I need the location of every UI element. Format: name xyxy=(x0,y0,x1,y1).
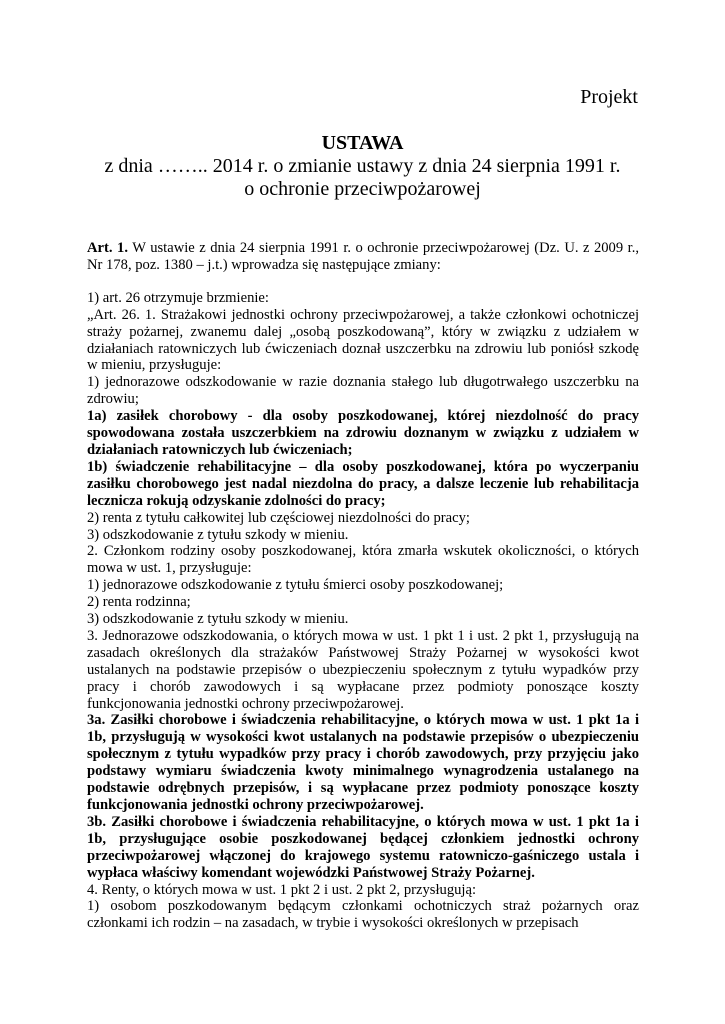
paragraph: 1) osobom poszkodowanym będącym członkami ochotniczych straż pożarnych oraz członkami ich rodzin – na zasadach, w trybie i wysokości określonych w przepisach xyxy=(87,898,639,932)
paragraph: 1) jednorazowe odszkodowanie z tytułu śmierci osoby poszkodowanej; xyxy=(87,577,504,594)
paragraph: 3) odszkodowanie z tytułu szkody w mieniu. xyxy=(87,611,349,628)
paragraph: 2. Członkom rodziny osoby poszkodowanej, która zmarła wskutek okoliczności, o których mowa w ust. 1, przysługuje: xyxy=(87,543,639,577)
paragraph: 3. Jednorazowe odszkodowania, o których mowa w ust. 1 pkt 1 i ust. 2 pkt 1, przysługują na zasadach określonych dla strażaków Państwowej Straży Pożarnej w wysokości kwot ustalanych na podstawie przepisów o ubezpieczeniu społecznym z tytułu wypadków przy pracy i chorób zawodowych i są wypłacane przez podmioty ponoszące koszty funkcjonowania jednostki ochrony przeciwpożarowej. xyxy=(87,627,639,712)
paragraph: 2) renta z tytułu całkowitej lub częściowej niezdolności do pracy; xyxy=(87,509,470,526)
article-26-paragraphs xyxy=(87,307,639,933)
article-1-text: W ustawie z dnia 24 sierpnia 1991 r. o ochronie przeciwpożarowej (Dz. U. z 2009 r., Nr 178, poz. 1380 – j.t.) wprowadza się następujące zmiany: xyxy=(87,240,639,273)
paragraph: „Art. 26. 1. Strażakowi jednostki ochrony przeciwpożarowej, a także członkowi ochotniczej straży pożarnej, zwanemu dalej „osobą poszkodowaną”, który w związku z udziałem w działaniach ratowniczych lub ćwiczeniach doznał uszczerbku na zdrowiu lub poniósł szkodę w mieniu, przysługuje: xyxy=(87,306,639,374)
paragraph: 1) jednorazowe odszkodowanie w razie doznania stałego lub długotrwałego uszczerbku na zdrowiu; xyxy=(87,374,639,408)
title-block xyxy=(0,132,725,201)
article-1-label: Art. 1. xyxy=(87,240,128,256)
paragraph: 1b) świadczenie rehabilitacyjne – dla osoby poszkodowanej, która po wyczerpaniu zasiłku chorobowego jest nadal niezdolna do pracy, a dalsze leczenie lub rehabilitacja lecznicza rokują odzyskanie zdolności do pracy; xyxy=(87,458,639,509)
paragraph: 4. Renty, o których mowa w ust. 1 pkt 2 i ust. 2 pkt 2, przysługują: xyxy=(87,881,476,898)
document-title: USTAWA xyxy=(321,132,404,154)
document-body xyxy=(87,240,639,932)
document-subtitle-line1: z dnia …….. 2014 r. o zmianie ustawy z dnia 24 sierpnia 1991 r. xyxy=(104,155,621,177)
paragraph: 3b. Zasiłki chorobowe i świadczenia rehabilitacyjne, o których mowa w ust. 1 pkt 1a i 1b, przysługujące osobie poszkodowanej będącej członkiem jednostki ochrony przeciwpożarowej włączonej do krajowego systemu ratowniczo-gaśniczego ustala i wypłaca właściwy komendant wojewódzki Państwowej Straży Pożarnej. xyxy=(87,813,639,881)
paragraph: 2) renta rodzinna; xyxy=(87,594,191,611)
document-subtitle-line2: o ochronie przeciwpożarowej xyxy=(244,178,481,200)
paragraph: 3) odszkodowanie z tytułu szkody w mieniu. xyxy=(87,526,349,543)
article-1 xyxy=(87,240,639,274)
paragraph: 3a. Zasiłki chorobowe i świadczenia rehabilitacyjne, o których mowa w ust. 1 pkt 1a i 1b, przysługują w wysokości kwot ustalanych na podstawie przepisów o ubezpieczeniu społecznym z tytułu wypadków przy pracy i chorób zawodowych, przy przyjęciu jako podstawy wymiaru świadczenia kwoty minimalnego wynagrodzenia ustalanego na podstawie odrębnych przepisów, i są wypłacane przez podmioty ponoszące koszty funkcjonowania jednostki ochrony przeciwpożarowej. xyxy=(87,712,639,813)
paragraph: 1a) zasiłek chorobowy - dla osoby poszkodowanej, której niezdolność do pracy spowodowana została uszczerbkiem na zdrowiu doznanym w związku z udziałem w działaniach ratowniczych lub ćwiczeniach; xyxy=(87,408,639,458)
point-1: 1) art. 26 otrzymuje brzmienie: xyxy=(87,289,269,306)
projekt-label: Projekt xyxy=(580,86,638,108)
